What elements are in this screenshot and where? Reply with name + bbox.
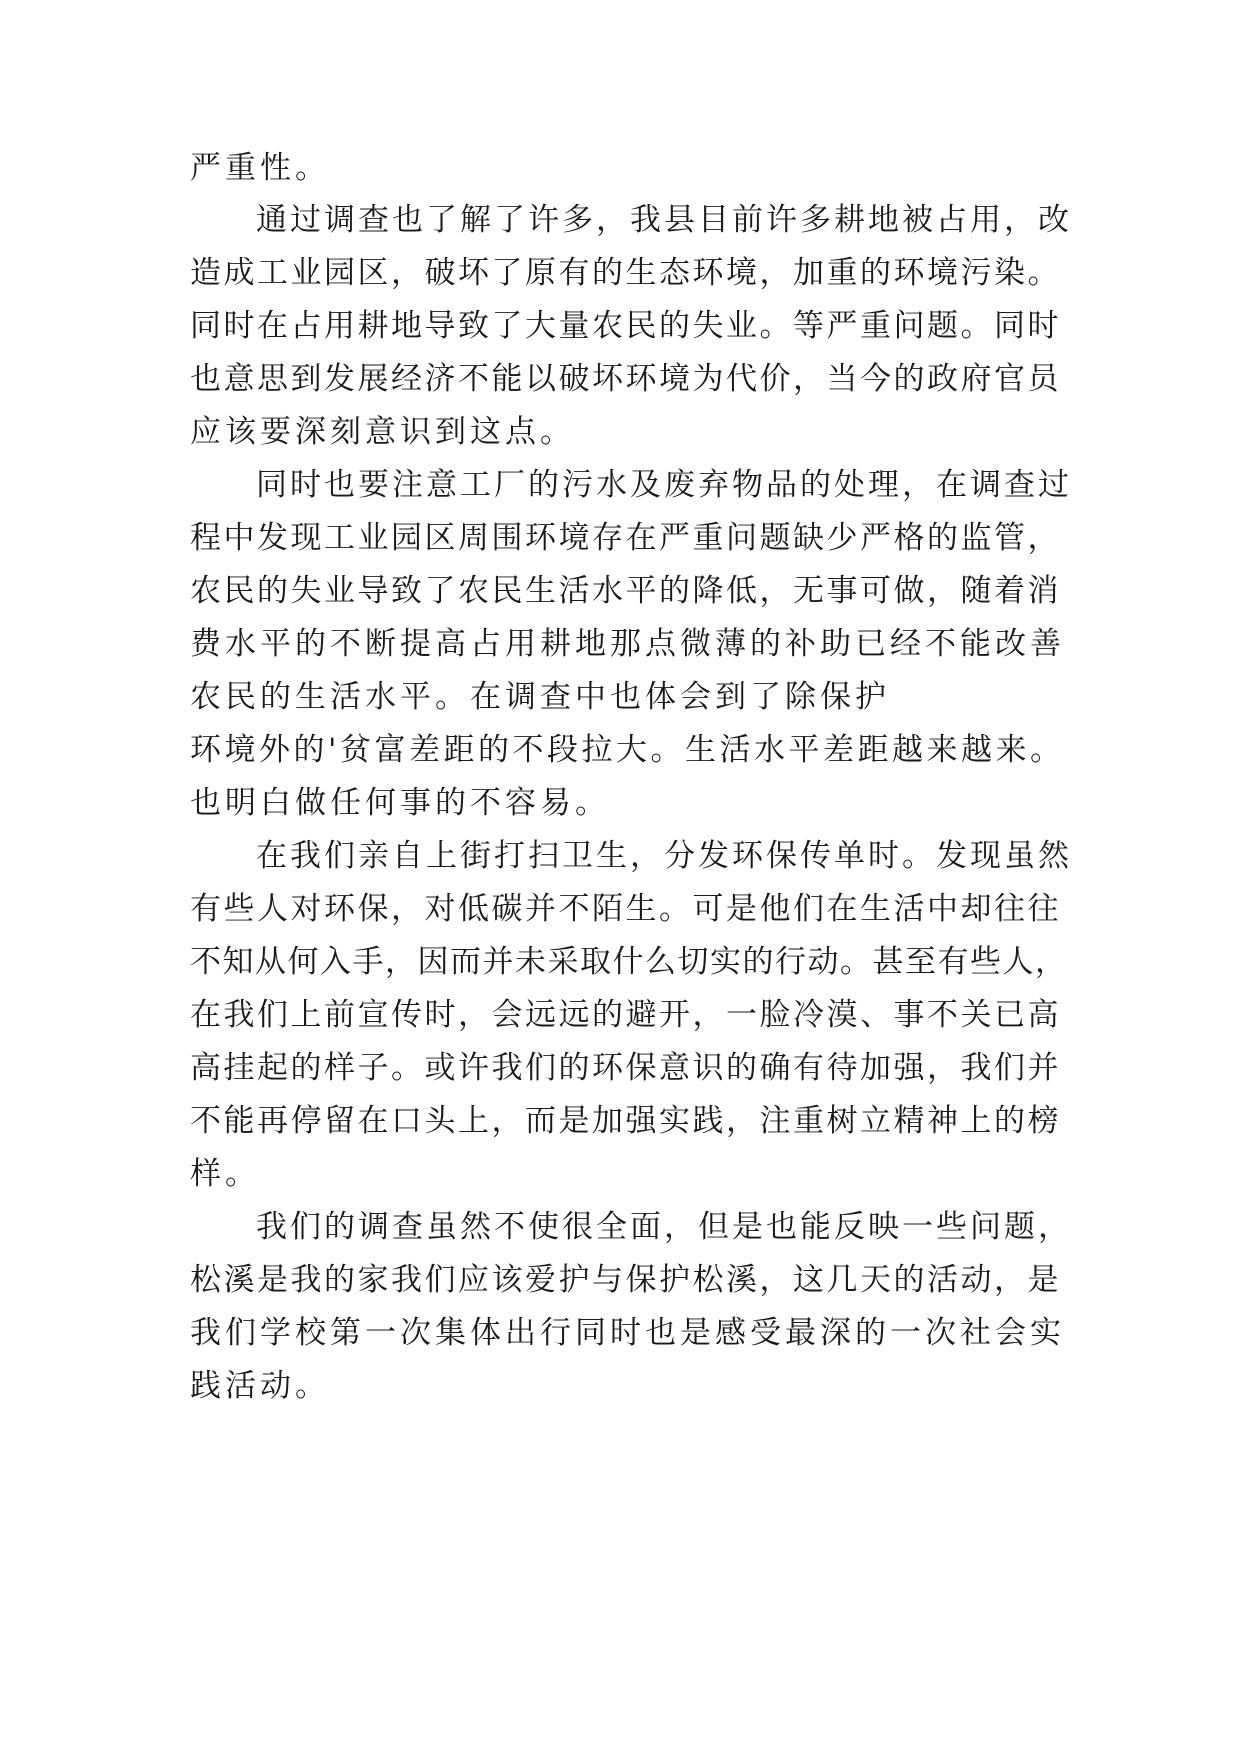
text-line: 松溪是我的家我们应该爱护与保护松溪，这几天的活动，是 (190, 1262, 1061, 1298)
text-line: 环境外的'贫富差距的不段拉大。生活水平差距越来越来。 (190, 732, 1065, 768)
text-line: 也明白做任何事的不容易。 (190, 785, 610, 821)
text-line: 应该要深刻意识到这点。 (190, 414, 575, 450)
text-line: 通过调查也了解了许多，我县目前许多耕地被占用，改 (256, 202, 1072, 238)
text-line: 样。 (190, 1156, 260, 1192)
text-line: 践活动。 (190, 1368, 330, 1404)
text-line: 严重性。 (190, 150, 330, 186)
text-line: 农民的生活水平。在调查中也体会到了除保护 (190, 679, 890, 715)
text-line: 在我们上前宣传时，会远远的避开，一脸冷漠、事不关已高 (190, 997, 1061, 1033)
text-line: 高挂起的样子。或许我们的环保意识的确有待加强，我们并 (190, 1050, 1061, 1086)
text-line: 不能再停留在口头上，而是加强实践，注重树立精神上的榜 (190, 1103, 1061, 1139)
text-line: 同时也要注意工厂的污水及废弃物品的处理，在调查过 (256, 467, 1072, 503)
text-line: 在我们亲自上街打扫卫生，分发环保传单时。发现虽然 (256, 838, 1072, 874)
text-line: 程中发现工业园区周围环境存在严重问题缺少严格的监管， (190, 520, 1061, 556)
text-line: 我们学校第一次集体出行同时也是感受最深的一次社会实 (190, 1315, 1065, 1351)
text-line: 也意思到发展经济不能以破坏环境为代价，当今的政府官员 (190, 361, 1061, 397)
text-line: 费水平的不断提高占用耕地那点微薄的补助已经不能改善 (190, 626, 1065, 662)
text-line: 我们的调查虽然不使很全面，但是也能反映一些问题， (256, 1209, 1072, 1245)
text-line: 造成工业园区，破坏了原有的生态环境，加重的环境污染。 (190, 255, 1061, 291)
text-line: 不知从何入手，因而并未采取什么切实的行动。甚至有些人， (190, 944, 1068, 980)
text-line: 同时在占用耕地导致了大量农民的失业。等严重问题。同时 (190, 308, 1061, 344)
text-line: 有些人对环保，对低碳并不陌生。可是他们在生活中却往往 (190, 891, 1061, 927)
text-line: 农民的失业导致了农民生活水平的降低，无事可做，随着消 (190, 573, 1061, 609)
